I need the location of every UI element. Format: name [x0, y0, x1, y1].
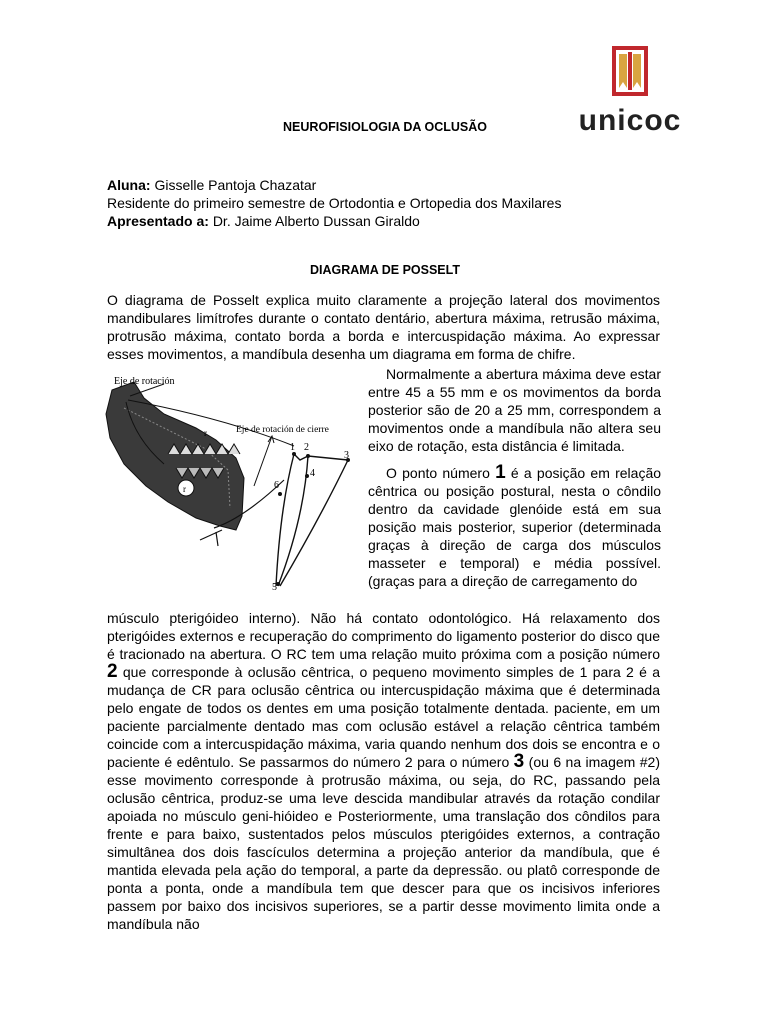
main-paragraph-part3: (ou 6 na imagem #2) esse movimento corresponde à protrusão máxima, ou seja, do RC, passando pela oclusão cêntrica, produz-se uma leve descida mandibular através da rotação condilar apoiada no músculo geni-hióideo e Posteriormente, uma translação dos côndilos para frente e para baixo, sustentados pelos músculos pterigóides externos, a contração simultânea dos dois fascículos determina a projeção anterior da mandíbula, que é mantida elevada pela ação do temporal, a parte da depressão. ou platô corresponde de ponta a ponta, onde a mandíbula tem que descer para que os incisivos inferiores passem por baixo dos incisivos superiores, se a partir desse movimento limita onde a mandíbula não [107, 754, 660, 932]
point-1-label: 1 [290, 442, 295, 453]
point-3-label: 3 [344, 450, 349, 461]
author-info [107, 176, 667, 230]
side-paragraph-2 [368, 464, 661, 590]
unicoc-logo [568, 46, 692, 142]
rotation-axis-label: Eje de rotación [114, 376, 175, 387]
point-2-label: 2 [304, 442, 309, 453]
main-paragraph-part2: que corresponde à oclusão cêntrica, o pequeno movimento simples de 1 para 2 é a mudança de CR para oclusão cêntrica ou intercuspidação máxima que é determinada pelo engate de todos os dentes em uma posição totalmente dentada. paciente, em um paciente parcialmente dentado mas com oclusão estável a relação cêntrica também coincide com a intercuspidação máxima, varia quando nenhum dos dois se encontra e o paciente é edêntulo. Se passarmos do número 2 para o número [107, 664, 660, 770]
intro-paragraph: O diagrama de Posselt explica muito claramente a projeção lateral dos movimentos mandibulares limítrofes durante o contato dentário, abertura máxima, retrusão máxima, protrusão máxima, contato borda a borda e intercuspidação máxima. Ao expressar esses movimentos, a mandíbula desenha um diagrama em forma de chifre. [107, 292, 660, 362]
main-paragraph [107, 609, 660, 933]
point-5-label: 5 [272, 582, 277, 592]
logo-wordmark: unicoc [578, 104, 682, 137]
point-6-label: 6 [274, 480, 279, 491]
student-name: Gisselle Pantoja Chazatar [154, 177, 317, 193]
presented-line [107, 212, 667, 230]
section-title: DIAGRAMA DE POSSELT [309, 263, 460, 277]
point-4-label: 4 [310, 468, 315, 479]
radius-label: r [204, 428, 207, 438]
closing-axis-label: Eje de rotación de cierre [236, 425, 329, 435]
point-number-1: 1 [495, 462, 506, 483]
document-title: NEUROFISIOLOGIA DA OCLUSÃO [283, 120, 487, 134]
point-number-3: 3 [513, 751, 525, 772]
point-number-2: 2 [107, 661, 118, 682]
side-paragraph-2-after: é a posição em relação cêntrica ou posição postural, nesta o côndilo dentro da cavidade glenóide está em sua posição mais posterior, superior (determinada graças à direção de carga dos músculos masseter e temporal) e média possível. (graças para a direção de carregamento do [368, 465, 662, 589]
unicoc-emblem-icon [612, 46, 648, 96]
student-label: Aluna: [107, 177, 151, 193]
student-role: Residente do primeiro semestre de Ortodontia e Ortopedia dos Maxilares [107, 195, 562, 211]
presented-label: Apresentado a: [107, 213, 209, 229]
main-paragraph-part1: músculo pterigóideo interno). Não há contato odontológico. Há relaxamento dos pterigóides externos e recuperação do comprimento do ligamento posterior do disco que é tracionado na abertura. O RC tem uma relação muito próxima com a posição número [107, 610, 660, 662]
presented-to: Dr. Jaime Alberto Dussan Giraldo [212, 213, 420, 229]
side-paragraph-2-before: O ponto número [386, 465, 496, 481]
side-paragraph-1: Normalmente a abertura máxima deve estar entre 45 a 55 mm e os movimentos da borda posterior são de 20 a 25 mm, correspondem a movimentos onde a mandíbula não altera seu eixo de rotação, esta distância é limitada. [368, 366, 661, 454]
center-label: r [183, 484, 186, 494]
student-line [107, 176, 667, 194]
posselt-diagram-figure [104, 368, 356, 592]
